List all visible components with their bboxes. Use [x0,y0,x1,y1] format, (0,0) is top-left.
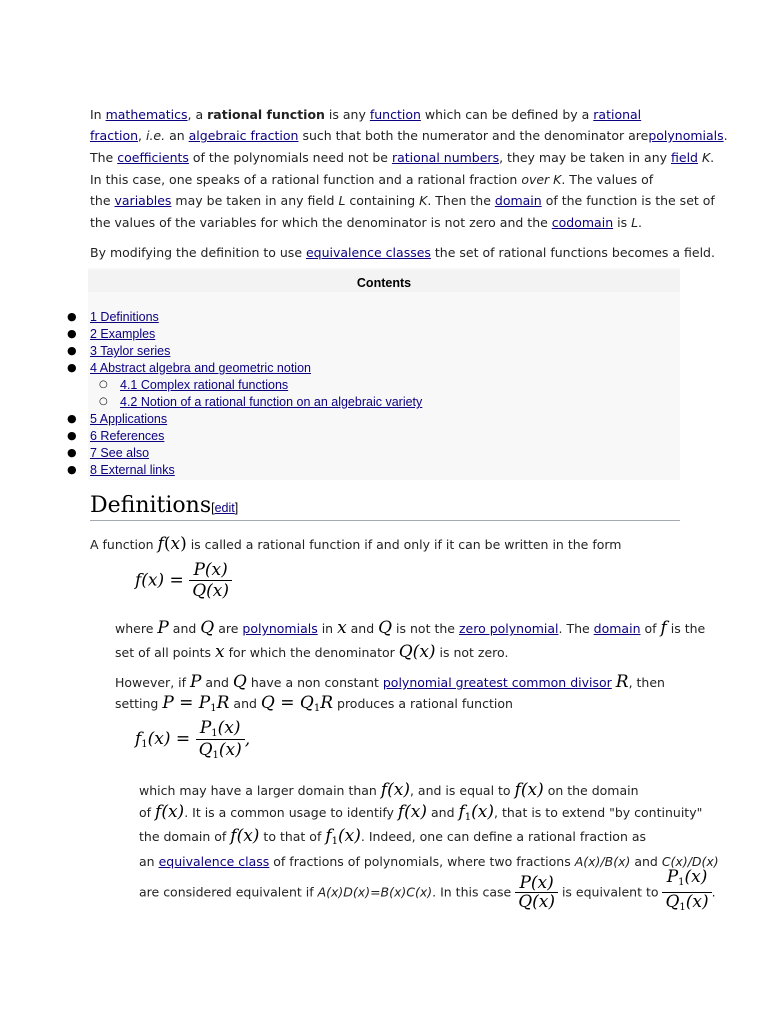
text: and [229,696,261,711]
text: and [630,854,662,869]
text: on the domain [543,783,639,798]
text: produces a rational function [333,696,513,711]
text: and [201,675,233,690]
intro-line-3 [90,150,714,166]
text: However, if [115,675,190,690]
def-line-3 [115,643,508,662]
eq2-denominator [196,739,245,761]
eq2-comma: , [244,729,251,750]
def-line-5 [115,693,513,719]
math-Q: Q [200,618,215,638]
link-algebraic-fraction[interactable]: algebraic fraction [188,128,299,143]
text: may be taken in any field [171,193,339,208]
bullet-icon: ● [67,446,77,459]
math-text: P [666,867,679,887]
text: set of all points [115,645,216,660]
intro-line-5 [90,193,715,209]
math-text: f [325,826,332,846]
section-title: Definitions [90,493,212,518]
link-domain-2[interactable]: domain [593,621,641,636]
toc-item-see-also[interactable]: 7 See also [90,446,150,460]
eq-lhs: f(x) = [135,570,190,591]
math-f: f [660,618,667,638]
text: in [317,621,338,636]
text: of the function is the set of [541,193,715,208]
math-fx: f(x) [397,802,428,822]
eq-numerator: P(x) [193,560,228,580]
text: are considered equivalent if [139,884,318,900]
intro-line-7 [90,245,715,261]
def-line-7 [139,802,702,828]
text: are [214,621,243,636]
link-field[interactable]: field [671,150,698,165]
math-Q-eq [261,693,333,713]
link-polynomial-gcd[interactable]: polynomial greatest common divisor [382,675,612,690]
text-L: L [338,193,346,208]
toc-title: Contents [88,270,680,292]
text: to that of [259,829,326,844]
frac-denominator: Q(x) [515,892,558,911]
link-zero-polynomial[interactable]: zero polynomial [458,621,559,636]
text: The [90,150,118,165]
eq2-fraction [196,718,245,761]
circle-bullet-icon: ○ [99,396,108,407]
toc-item-references[interactable]: 6 References [90,429,165,443]
text-AB: A(x)/B(x) [574,854,631,869]
text: of [139,805,156,820]
text: the domain of [139,829,231,844]
math-P: P [189,672,202,692]
text: . [723,128,728,143]
link-polynomials[interactable]: polynomials [648,128,724,143]
toc-item-complex-rational[interactable]: 4.1 Complex rational functions [120,378,289,392]
math-text: (x) [338,826,361,846]
math-P: P [157,618,169,638]
heading-divider [90,520,680,521]
text: and [346,621,379,636]
math-fx: f(x) [380,780,410,800]
text: A function [90,537,158,552]
math-text: (x) [218,740,242,760]
eq-fraction [189,560,232,601]
bullet-icon: ● [67,327,77,340]
text: is not the [392,621,459,636]
text: , they may be taken in any [499,150,671,165]
math-text: (x) [684,867,708,887]
frac-PQ [515,874,558,911]
text: of fractions of polynomials, where two fractions [269,854,575,869]
bracket: [ [211,501,215,515]
text: , that is to extend "by continuity" [494,805,703,820]
math-Q: Q [378,618,393,638]
text: . [711,884,716,900]
text: , then [628,675,665,690]
section-heading [90,493,238,518]
toc-item-algebraic-variety[interactable]: 4.2 Notion of a rational function on an algebraic variety [120,395,423,409]
link-polynomials-2[interactable]: polynomials [242,621,318,636]
text: the values of the variables for which the denominator is not zero and the [90,215,552,230]
text: of the polynomials need not be [188,150,392,165]
equation-definition [135,560,232,601]
text: . It is a common usage to identify [184,805,398,820]
toc-item-applications[interactable]: 5 Applications [90,412,168,426]
link-codomain[interactable]: codomain [551,215,614,230]
text: the [90,193,115,208]
text: and [427,805,459,820]
text: is the [666,621,706,636]
bracket: ] [234,501,239,515]
link-function[interactable]: function [369,107,421,122]
math-sub: 1 [211,728,218,739]
text: which may have a larger domain than [139,783,381,798]
text: containing [345,193,420,208]
math-text: P [199,718,212,738]
math-fx: f(x) [230,826,260,846]
text: where [115,621,158,636]
math-x: x [337,618,347,638]
text: In this case, one speaks of a rational function and a rational fraction [90,172,522,187]
def-line-8 [139,826,646,852]
text: the set of rational functions becomes a field. [430,245,715,260]
math-text: P = P [162,693,211,713]
text: is [613,215,632,230]
math-fx: f(x) [155,802,185,822]
math-f1x [459,802,495,822]
bullet-icon: ● [67,412,77,425]
math-Q: Q [232,672,247,692]
math-text: (x) = [147,729,196,749]
intro-line-2 [90,128,728,144]
math-R: R [615,672,629,692]
eq-denominator: Q(x) [189,580,232,601]
text: , and is equal to [409,783,515,798]
math-fx: f(x) [157,534,187,554]
text: is not zero. [435,645,509,660]
bullet-icon: ● [67,463,77,476]
text: an [139,854,159,869]
text-K: K [701,150,711,165]
frac-numerator [662,868,711,892]
def-line-6 [139,780,639,801]
toc-item-examples[interactable]: 2 Examples [90,327,156,341]
text: have a non constant [246,675,383,690]
text: . Then the [427,193,495,208]
circle-bullet-icon: ○ [99,379,108,390]
math-sub: 1 [212,750,219,761]
math-sub: 1 [210,703,217,714]
math-text: (x) [685,892,709,912]
intro-line-1 [90,107,641,123]
math-sub: 1 [464,812,472,823]
link-mathematics[interactable]: mathematics [105,107,188,122]
text-L: L [631,215,639,230]
math-text: R [216,693,230,713]
math-sub: 1 [679,902,686,913]
math-text: Q = Q [260,693,314,713]
bullet-icon: ● [67,344,77,357]
text: is called a rational function if and only if it can be written in the form [186,537,622,552]
text: setting [115,696,163,711]
text-CD: C(x)/D(x) [661,854,719,869]
text: which can be defined by a [420,107,594,122]
toc-item-definitions[interactable]: 1 Definitions [90,310,159,324]
link-rational-fraction[interactable]: rational [593,107,642,122]
edit-section [211,501,238,515]
frac-numerator: P(x) [519,873,554,893]
link-equivalence-class[interactable]: equivalence class [158,854,270,869]
math-sub: 1 [331,836,339,847]
math-text: (x) [217,718,241,738]
text: . The values of [561,172,654,187]
frac-denominator [662,892,711,917]
text: . The [558,621,594,636]
text-equation: A(x)D(x)=B(x)C(x) [317,884,433,900]
bullet-icon: ● [67,429,77,442]
link-domain[interactable]: domain [494,193,542,208]
text: is equivalent to [557,884,663,900]
math-text: f [135,729,142,749]
eq2-lhs [135,729,196,749]
math-f1x [325,826,361,846]
text: . In this case [432,884,516,900]
text: of [640,621,661,636]
text: . [638,215,643,230]
text: . [710,150,715,165]
link-coefficients[interactable]: coefficients [117,150,189,165]
math-fx: f(x) [514,780,544,800]
math-text: Q [665,892,680,912]
def-line-2 [115,619,705,638]
math-sub: 1 [678,877,685,888]
def-line-10 [139,868,716,917]
math-text: Q [198,740,213,760]
edit-link[interactable]: edit [214,501,235,515]
math-text: f [458,802,465,822]
math-sub: 1 [141,739,148,750]
text: and [168,621,201,636]
intro-line-4 [90,172,653,188]
def-line-1 [90,536,621,553]
math-x: x [215,642,225,662]
text-over-K: over K [521,172,562,187]
math-sub: 1 [313,703,321,714]
equation-reduced [135,718,250,761]
math-text: (x) [471,802,495,822]
def-line-4 [115,673,665,692]
text: By modifying the definition to use [90,245,306,260]
text-ie: i.e. [145,128,166,143]
frac-P1Q1 [662,868,711,917]
math-text: R [320,693,334,713]
bullet-icon: ● [67,361,77,374]
text: , [138,128,146,143]
math-P-eq [162,693,229,713]
text-K: K [419,193,428,208]
bullet-icon: ● [67,310,77,323]
eq2-numerator [196,718,245,739]
intro-line-6 [90,215,642,231]
text: an [165,128,189,143]
toc-item-taylor-series[interactable]: 3 Taylor series [90,344,171,358]
text: In [90,107,106,122]
link-equivalence-classes[interactable]: equivalence classes [305,245,431,260]
link-variables[interactable]: variables [114,193,172,208]
math-Qx: Q(x) [398,642,436,662]
text: . Indeed, one can define a rational fraction as [360,829,647,844]
link-rational-numbers[interactable]: rational numbers [391,150,500,165]
toc-item-abstract-algebra[interactable]: 4 Abstract algebra and geometric notion [90,361,311,375]
text: such that both the numerator and the denominator are [298,128,649,143]
term-rational-function: rational function [207,107,325,122]
text: , a [187,107,208,122]
link-rational-fraction-cont[interactable]: fraction [90,128,139,143]
text: is any [324,107,370,122]
toc-item-external-links[interactable]: 8 External links [90,463,175,477]
text: for which the denominator [224,645,399,660]
